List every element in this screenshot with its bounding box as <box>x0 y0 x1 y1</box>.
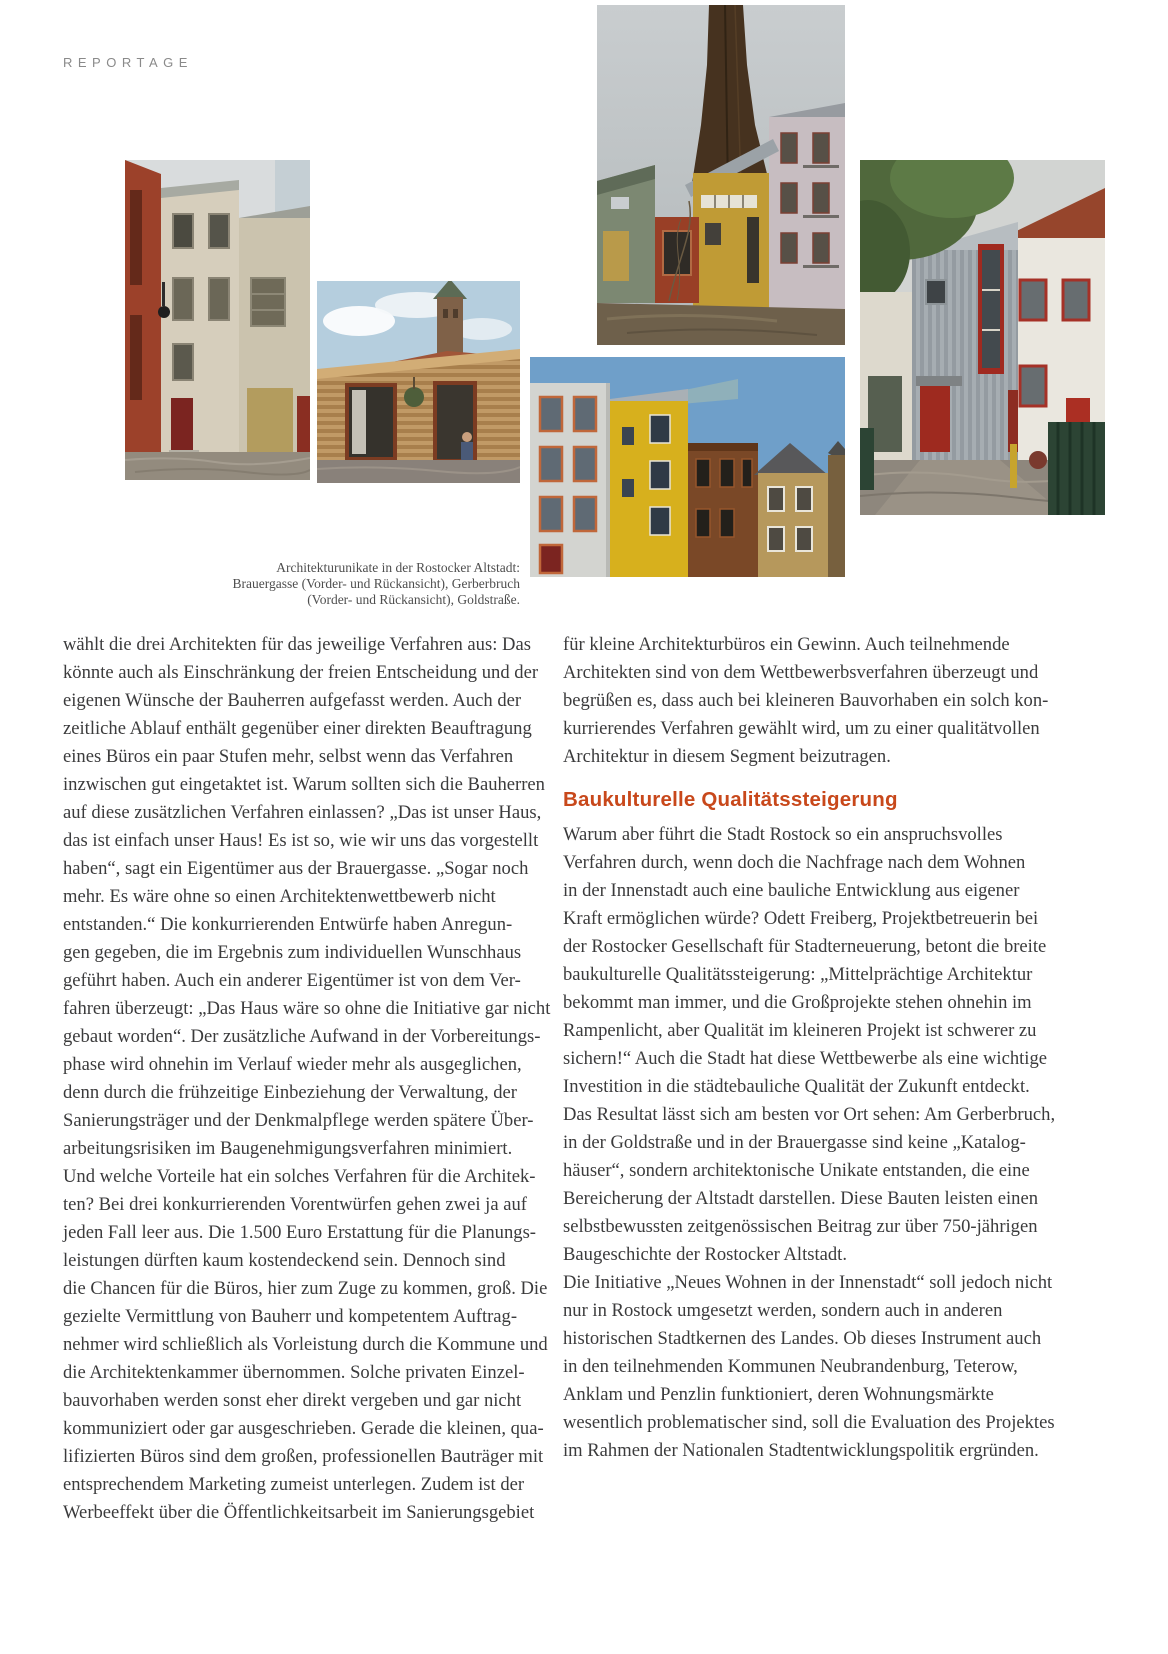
photo-caption <box>178 560 520 607</box>
text-line: leistungen dürften kaum kostendeckend sein. Dennoch sind <box>63 1250 506 1271</box>
text-line: Sanierungsträger und der Denkmalpflege werden spätere Über- <box>63 1110 534 1131</box>
text-line: Kraft ermöglichen würde? Odett Freiberg, Projektbetreuerin bei <box>563 908 1039 929</box>
text-line: Brauergasse (Vorder- und Rückansicht), Gerberbruch <box>232 575 520 591</box>
text-line: könnte auch als Einschränkung der freien Entscheidung und der <box>63 662 539 683</box>
section-heading: Baukulturelle Qualitätssteigerung <box>563 788 898 811</box>
text-line: eines Büros ein paar Stufen mehr, selbst wenn das Verfahren <box>63 746 514 767</box>
text-line: wählt die drei Architekten für das jeweilige Verfahren aus: Das <box>63 634 531 655</box>
text-line: Architekturunikate in der Rostocker Altstadt: <box>276 560 520 575</box>
text-line: für kleine Architekturbüros ein Gewinn. Auch teilnehmende <box>563 634 1010 655</box>
text-line: die Chancen für die Büros, hier zum Zuge zu kommen, groß. Die <box>63 1278 548 1299</box>
text-line: mehr. Es wäre ohne so einen Architektenwettbewerb nicht <box>63 886 496 907</box>
text-line: Architektur in diesem Segment beizutragen. <box>563 746 891 767</box>
text-line: (Vorder- und Rückansicht), Goldstraße. <box>307 591 520 607</box>
text-line: häuser“, sondern architektonische Unikate entstanden, die eine <box>563 1160 1030 1181</box>
photo-gerberbruch-back-image <box>597 5 845 345</box>
text-line: bekommt man immer, und die Großprojekte stehen ohnehin im <box>563 992 1032 1013</box>
text-line: gen gegeben, die im Ergebnis zum individuellen Wunschhaus <box>63 942 522 963</box>
text-line: auf diese zusätzlichen Verfahren einlassen? „Das ist unser Haus, <box>63 802 542 823</box>
photo-gerberbruch-front-image <box>530 357 845 577</box>
text-line: Architekten sind von dem Wettbewerbsverfahren überzeugt und <box>563 662 1039 683</box>
article-column-left <box>63 631 560 1527</box>
text-line: kommuniziert oder gar ausgeschrieben. Gerade die kleinen, qua- <box>63 1418 544 1439</box>
text-line: kurrierendes Verfahren gewählt wird, um zu einer qualitätvollen <box>563 718 1040 739</box>
text-line: zeitliche Ablauf enthält gegenüber einer direkten Beauftragung <box>63 718 532 739</box>
text-line: denn durch die frühzeitige Einbeziehung der Verwaltung, der <box>63 1082 518 1103</box>
text-line: baukulturelle Qualitätssteigerung: „Mittelprächtige Architektur <box>563 964 1033 985</box>
text-line: Das Resultat lässt sich am besten vor Ort sehen: Am Gerberbruch, <box>563 1104 1056 1125</box>
text-line: jeden Fall leer aus. Die 1.500 Euro Erstattung für die Planungs- <box>63 1222 536 1243</box>
column-right-body <box>563 821 1060 1465</box>
text-line: begrüßen es, dass auch bei kleineren Bauvorhaben ein solch kon- <box>563 690 1049 711</box>
text-line: Und welche Vorteile hat ein solches Verfahren für die Architek- <box>63 1166 536 1187</box>
text-line: wesentlich problematischer sind, soll die Evaluation des Projektes <box>563 1412 1055 1433</box>
photo-goldstrasse <box>860 160 1105 515</box>
section-kicker: REPORTAGE <box>63 55 193 70</box>
text-line: arbeitungsrisiken im Baugenehmigungsverfahren minimiert. <box>63 1138 513 1159</box>
text-line: phase wird ohnehin im Verlauf wieder mehr als ausgeglichen, <box>63 1054 522 1075</box>
photo-brauergasse-front-image <box>125 160 310 480</box>
photo-brauergasse-front <box>125 160 310 480</box>
text-line: historischen Stadtkernen des Landes. Ob dieses Instrument auch <box>563 1328 1042 1349</box>
text-line: Die Initiative „Neues Wohnen in der Innenstadt“ soll jedoch nicht <box>563 1272 1053 1293</box>
text-line: lifizierten Büros sind dem großen, professionellen Bauträger mit <box>63 1446 544 1467</box>
text-line: nur in Rostock umgesetzt werden, sondern auch in anderen <box>563 1300 1003 1321</box>
text-line: geführt haben. Auch ein anderer Eigentümer ist von dem Ver- <box>63 970 521 991</box>
text-line: bauvorhaben werden sonst eher direkt vergeben und gar nicht <box>63 1390 522 1411</box>
column-right-intro <box>563 631 1060 771</box>
text-line: in den teilnehmenden Kommunen Neubrandenburg, Teterow, <box>563 1356 1018 1377</box>
text-line: haben“, sagt ein Eigentümer aus der Brauergasse. „Sogar noch <box>63 858 529 879</box>
text-line: Baugeschichte der Rostocker Altstadt. <box>563 1244 847 1265</box>
photo-gerberbruch-back <box>597 5 845 345</box>
text-line: gezielte Vermittlung von Bauherr und kompetentem Auftrag- <box>63 1306 518 1327</box>
photo-gerberbruch-front <box>530 357 845 577</box>
text-line: Verfahren durch, wenn doch die Nachfrage nach dem Wohnen <box>563 852 1026 873</box>
text-line: Anklam und Penzlin funktioniert, deren Wohnungsmärkte <box>563 1384 994 1405</box>
text-line: eigenen Wünsche der Bauherren aufgefasst werden. Auch der <box>63 690 522 711</box>
text-line: die Architektenkammer übernommen. Solche privaten Einzel- <box>63 1362 525 1383</box>
photo-goldstrasse-image <box>860 160 1105 515</box>
text-line: gebaut worden“. Der zusätzliche Aufwand in der Vorbereitungs- <box>63 1026 541 1047</box>
text-line: entstanden.“ Die konkurrierenden Entwürfe haben Anregun- <box>63 914 513 935</box>
text-line: der Rostocker Gesellschaft für Stadterneuerung, betont die breite <box>563 936 1047 957</box>
text-line: das ist einfach unser Haus! Es ist so, wie wir uns das vorgestellt <box>63 830 539 851</box>
text-line: Investition in die städtebauliche Qualität der Zukunft entdeckt. <box>563 1076 1030 1097</box>
text-line: Werbeeffekt über die Öffentlichkeitsarbeit im Sanierungsgebiet <box>63 1502 535 1523</box>
text-line: selbstbewussten zeitgenössischen Beitrag zur über 750-jährigen <box>563 1216 1038 1237</box>
photo-brauergasse-back-image <box>317 281 520 483</box>
text-line: ten? Bei drei konkurrierenden Vorentwürfen gehen zwei ja auf <box>63 1194 527 1215</box>
text-line: entsprechendem Marketing zumeist unterlegen. Zudem ist der <box>63 1474 525 1495</box>
text-line: nehmer wird schließlich als Vorleistung durch die Kommune und <box>63 1334 548 1355</box>
text-line: Bereicherung der Altstadt darstellen. Diese Bauten leisten einen <box>563 1188 1039 1209</box>
text-line: in der Goldstraße und in der Brauergasse sind keine „Katalog- <box>563 1132 1026 1153</box>
text-line: Warum aber führt die Stadt Rostock so ein anspruchsvolles <box>563 824 1003 845</box>
text-line: sichern!“ Auch die Stadt hat diese Wettbewerbe als eine wichtige <box>563 1048 1048 1069</box>
photo-brauergasse-back <box>317 281 520 483</box>
text-line: Rampenlicht, aber Qualität im kleineren Projekt ist schwerer zu <box>563 1020 1037 1041</box>
text-line: im Rahmen der Nationalen Stadtentwicklungspolitik ergründen. <box>563 1440 1039 1461</box>
article-column-right <box>563 631 1060 1465</box>
text-line: inzwischen gut eingetaktet ist. Warum sollten sich die Bauherren <box>63 774 545 795</box>
text-line: in der Innenstadt auch eine bauliche Entwicklung aus eigener <box>563 880 1020 901</box>
text-line: fahren überzeugt: „Das Haus wäre so ohne die Initiative gar nicht <box>63 998 551 1019</box>
